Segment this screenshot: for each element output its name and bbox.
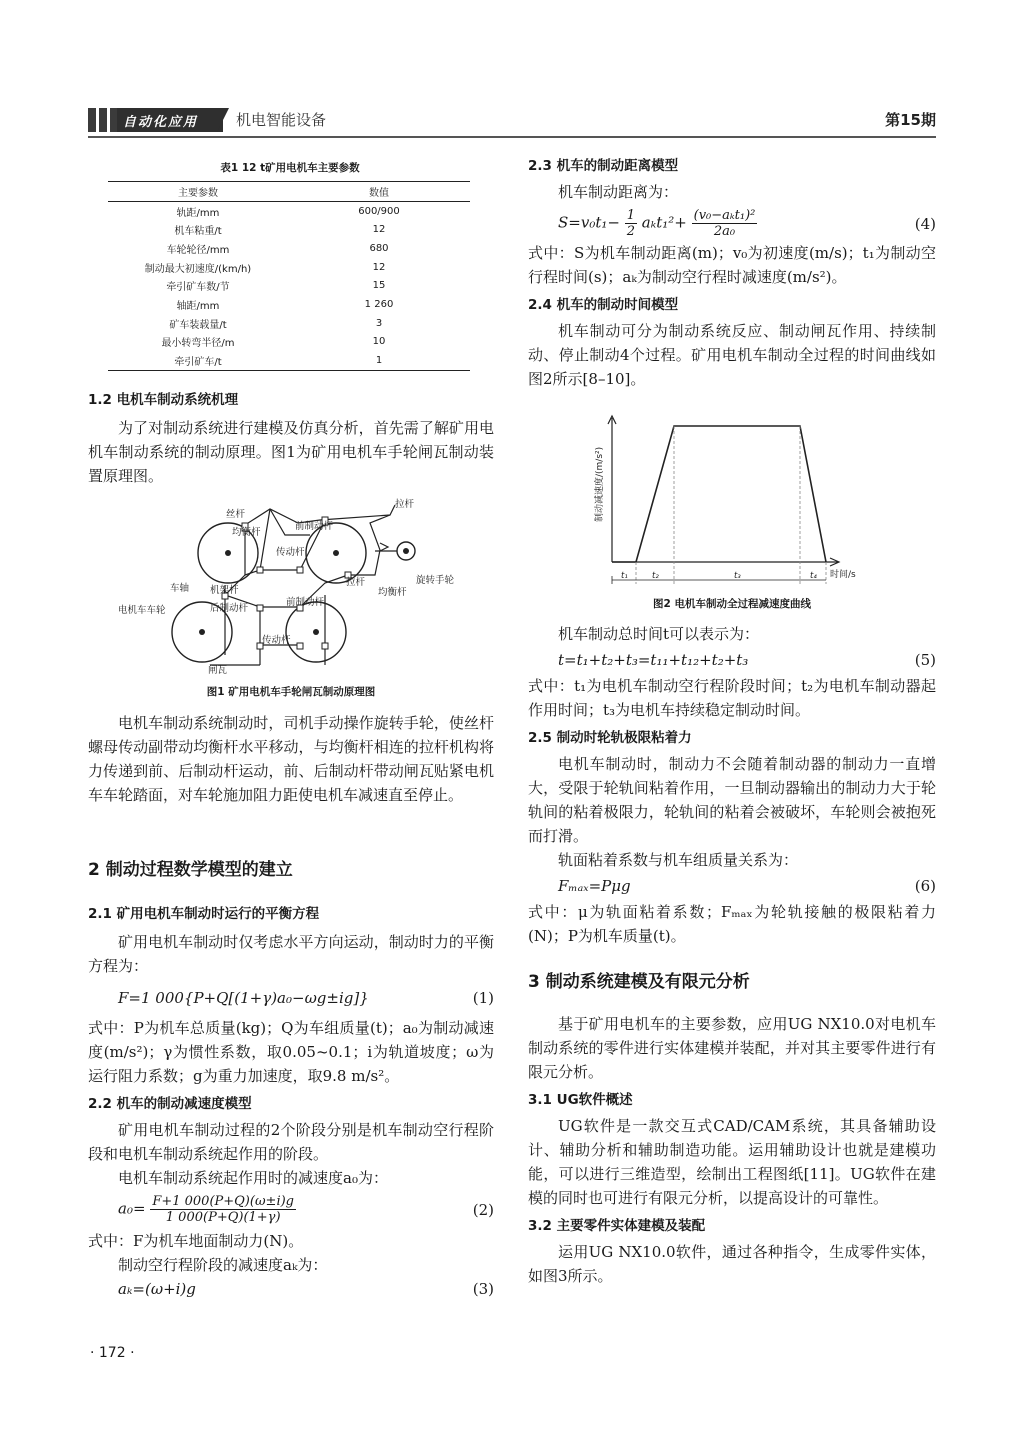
fig1-label: 车轴 bbox=[170, 583, 190, 594]
equation-5 bbox=[528, 648, 936, 672]
page-number: · 172 · bbox=[90, 1345, 135, 1361]
deceleration-curve bbox=[612, 426, 826, 562]
para-3: 基于矿用电机车的主要参数，应用UG NX10.0对电机车制动系统的零件进行实体建模并装配，并对其主要零件进行有限元分析。 bbox=[528, 1015, 936, 1081]
eq4-f1-num: 1 bbox=[626, 208, 636, 223]
eq2-numerator: F+1 000(P+Q)(ω±i)g bbox=[152, 1194, 294, 1209]
fig2-xlabel: 时间/s bbox=[830, 570, 856, 580]
eq2-number: (2) bbox=[472, 1200, 494, 1219]
figure1-caption: 图1 矿用电机车手轮闸瓦制动原理图 bbox=[206, 686, 376, 698]
header-bars bbox=[88, 108, 118, 132]
eq6-where: 式中：μ为轨面粘着系数；Fₘₐₓ为轮轨接触的极限粘着力(N)；P为机车质量(t)。 bbox=[528, 903, 936, 945]
table-row bbox=[108, 220, 470, 239]
table-cell: 轴距/mm bbox=[176, 300, 220, 312]
figure1-brake-diagram bbox=[110, 495, 500, 675]
eq4-f2-num: (v₀−aₖt₁)² bbox=[693, 208, 756, 223]
eq4-fraction-1 bbox=[625, 208, 637, 239]
table-cell: 1 bbox=[288, 351, 470, 370]
table-row bbox=[108, 351, 470, 370]
table-cell: 最小转弯半径/m bbox=[161, 338, 235, 350]
fig2-t-label: t₄ bbox=[810, 571, 817, 581]
table-row bbox=[108, 258, 470, 277]
section-tag-arrow bbox=[217, 108, 229, 132]
fig1-label: 均衡杆 bbox=[378, 587, 407, 598]
para-3-2: 运用UG NX10.0软件，通过各种指令，生成零件实体，如图3所示。 bbox=[528, 1243, 936, 1285]
heading-3-2: 3.2 主要零件实体建模及装配 bbox=[528, 1218, 706, 1234]
eq2-lhs: a₀= bbox=[118, 1199, 146, 1218]
eq4-f1-den: 2 bbox=[626, 224, 636, 239]
section-tag: 自动化应用 bbox=[117, 108, 223, 132]
eq1-body: F=1 000{P+Q[(1+γ)a₀−ωg±ig]} bbox=[118, 989, 369, 1007]
fig1-label: 后制动杆 bbox=[210, 603, 249, 614]
equation-6 bbox=[528, 874, 936, 898]
table-cell: 600/900 bbox=[358, 205, 400, 217]
table-cell: 机车粘重/t bbox=[174, 226, 222, 238]
right-column-top bbox=[528, 154, 936, 391]
table-cell: 牵引矿车数/节 bbox=[166, 282, 230, 294]
fig1-label: 闸瓦 bbox=[208, 665, 228, 675]
eq5-body: t=t₁+t₂+t₃=t₁₁+t₁₂+t₂+t₃ bbox=[558, 651, 749, 669]
fig1-label: 前制动杆 bbox=[295, 521, 334, 532]
fig1-label: 前制动杆 bbox=[286, 597, 325, 608]
para-2-2b: 电机车制动系统起作用时的减速度a₀为： bbox=[118, 1169, 388, 1187]
eq2-fraction bbox=[150, 1194, 296, 1225]
fig1-label: 拉杆 bbox=[346, 577, 366, 588]
header-rule bbox=[88, 136, 936, 138]
fig1-label: 旋转手轮 bbox=[416, 575, 455, 586]
fig2-t-label: t₃ bbox=[734, 571, 741, 581]
table-cell: 制动最大初速度/(km/h) bbox=[144, 263, 252, 275]
table-row bbox=[108, 276, 470, 295]
fig1-label: 电机车车轮 bbox=[118, 605, 166, 616]
table-cell: 12 bbox=[372, 261, 386, 273]
table-cell: 680 bbox=[369, 242, 389, 254]
table-cell: 15 bbox=[372, 280, 386, 292]
equation-3 bbox=[88, 1277, 494, 1301]
table-row bbox=[108, 314, 470, 333]
table-row bbox=[108, 201, 470, 220]
heading-2-3: 2.3 机车的制动距离模型 bbox=[528, 158, 679, 174]
issue-number: 第15期 bbox=[885, 111, 936, 129]
fig2-t-label: t₂ bbox=[652, 571, 659, 581]
para-2-3: 机车制动距离为： bbox=[558, 183, 679, 201]
table-row bbox=[108, 295, 470, 314]
figure2-caption: 图2 电机车制动全过程减速度曲线 bbox=[653, 598, 811, 610]
fig1-label: 拉杆 bbox=[395, 499, 415, 510]
fig2-t-label: t₁ bbox=[621, 571, 628, 581]
para-3-1: UG软件是一款交互式CAD/CAM系统，其具备辅助设计、辅助分析和辅助制造功能。运用辅助设计也就是建模功能，可以进行三维造型，绘制出工程图纸[11]。UG软件在建模的同时也可进行有限元分析，以提高设计的可靠性。 bbox=[528, 1117, 936, 1207]
section-2 bbox=[88, 858, 494, 1301]
heading-2-5: 2.5 制动时轮轨极限粘着力 bbox=[528, 730, 692, 746]
para-2-4: 机车制动可分为制动系统反应、制动闸瓦作用、持续制动、停止制动4个过程。矿用电机车制动全过程的时间曲线如图2所示[8–10]。 bbox=[528, 322, 936, 388]
table-cell: 牵引矿车/t bbox=[108, 351, 288, 370]
eq5-where: 式中：t₁为电机车制动空行程阶段时间；t₂为电机车制动器起作用时间；t₃为电机车持续稳定制动时间。 bbox=[528, 677, 936, 719]
equation-4 bbox=[528, 208, 936, 239]
eq4-where: 式中：S为机车制动距离(m)；v₀为初速度(m/s)；t₁为制动空行程时间(s)；aₖ为制动空行程时减速度(m/s²)。 bbox=[528, 244, 936, 286]
eq5-number: (5) bbox=[914, 651, 936, 669]
eq2-where: 式中：F为机车地面制动力(N)。 bbox=[88, 1232, 304, 1250]
table-cell: 12 bbox=[372, 224, 386, 236]
heading-2: 2 制动过程数学模型的建立 bbox=[88, 860, 293, 880]
fig1-label: 传动杆 bbox=[262, 635, 291, 646]
para-1-2a: 为了对制动系统进行建模及仿真分析，首先需了解矿用电机车制动系统的制动原理。图1为矿用电机车手轮闸瓦制动装置原理图。 bbox=[88, 419, 494, 485]
equation-2 bbox=[88, 1194, 494, 1225]
para-2-5b: 轨面粘着系数与机车组质量关系为： bbox=[558, 851, 799, 869]
heading-1-2: 1.2 电机车制动系统机理 bbox=[88, 392, 239, 408]
fig1-label: 传动杆 bbox=[276, 547, 305, 558]
fig1-label: 均衡杆 bbox=[232, 527, 261, 538]
table-header-value: 数值 bbox=[288, 182, 470, 202]
eq3-body: aₖ=(ω+i)g bbox=[118, 1280, 196, 1298]
table-row bbox=[108, 239, 470, 258]
params-table bbox=[108, 181, 470, 371]
table-cell: 3 bbox=[375, 317, 383, 329]
fig1-label: 机架杆 bbox=[210, 585, 239, 596]
journal-title: 机电智能设备 bbox=[236, 111, 327, 129]
eq6-number: (6) bbox=[914, 877, 936, 895]
eq4-part-a: S=v₀t₁− bbox=[558, 213, 620, 232]
table-cell: 10 bbox=[372, 336, 386, 348]
heading-3: 3 制动系统建模及有限元分析 bbox=[528, 972, 750, 992]
fig1-label: 丝杆 bbox=[226, 509, 246, 520]
eq4-f2-den: 2a₀ bbox=[713, 224, 736, 239]
para-2-2: 矿用电机车制动过程的2个阶段分别是机车制动空行程阶段和电机车制动系统起作用的阶段。 bbox=[88, 1121, 494, 1163]
para-2-5: 电机车制动时，制动力不会随着制动器的制动力一直增大，受限于轮轨间粘着作用，一旦制动器输出的制动力大于轮轨间的粘着极限力，轮轨间的粘着会被破坏，车轮则会被抱死而打滑。 bbox=[528, 755, 936, 845]
eq1-number: (1) bbox=[472, 989, 494, 1007]
heading-2-1: 2.1 矿用电机车制动时运行的平衡方程 bbox=[88, 906, 320, 922]
para-1-2b: 电机车制动系统制动时，司机手动操作旋转手轮，使丝杆螺母传动副带动均衡杆水平移动，与均衡杆相连的拉杆机构将力传递到前、后制动杆运动，前、后制动杆带动闸瓦贴紧电机车车轮踏面，对车轮施加阻力距使电机车减速直至停止。 bbox=[88, 714, 494, 804]
table-row bbox=[108, 333, 470, 352]
eq2-denominator: 1 000(P+Q)(1+γ) bbox=[165, 1210, 281, 1225]
heading-3-1: 3.1 UG软件概述 bbox=[528, 1092, 633, 1108]
right-column-bottom bbox=[528, 622, 936, 1288]
table1-caption: 表1 12 t矿用电机车主要参数 bbox=[220, 162, 360, 174]
para-2-4b: 机车制动总时间t可以表示为： bbox=[558, 625, 760, 643]
eq6-body: Fₘₐₓ=Pμg bbox=[558, 877, 631, 895]
section-1-2 bbox=[88, 388, 494, 488]
table-cell: 1 260 bbox=[364, 298, 394, 310]
table-cell: 矿车装载量/t bbox=[169, 319, 227, 331]
table-header-param: 主要参数 bbox=[108, 182, 288, 202]
table-cell: 车轮轮径/mm bbox=[166, 244, 230, 256]
heading-2-2: 2.2 机车的制动减速度模型 bbox=[88, 1096, 252, 1112]
section-1-2-cont bbox=[88, 711, 494, 807]
para-2-1: 矿用电机车制动时仅考虑水平方向运动，制动时力的平衡方程为： bbox=[88, 933, 494, 975]
eq4-part-b: aₖt₁²+ bbox=[641, 213, 687, 232]
eq3-number: (3) bbox=[472, 1280, 494, 1298]
table-cell: 轨距/mm bbox=[176, 207, 220, 219]
figure2-deceleration-chart bbox=[592, 412, 872, 590]
equation-1 bbox=[88, 986, 494, 1010]
eq4-fraction-2 bbox=[692, 208, 758, 239]
table1 bbox=[108, 181, 470, 371]
fig2-ylabel: 制动减速度/(m/s²) bbox=[595, 446, 605, 522]
para-2-2c: 制动空行程阶段的减速度aₖ为： bbox=[118, 1256, 328, 1274]
eq1-where: 式中：P为机车总质量(kg)；Q为车组质量(t)；a₀为制动减速度(m/s²)；γ为惯性系数，取0.05~0.1；i为轨道坡度；ω为运行阻力系数；g为重力加速度，取9.8 m/s²。 bbox=[88, 1019, 494, 1085]
eq4-number: (4) bbox=[914, 214, 936, 233]
heading-2-4: 2.4 机车的制动时间模型 bbox=[528, 297, 679, 313]
